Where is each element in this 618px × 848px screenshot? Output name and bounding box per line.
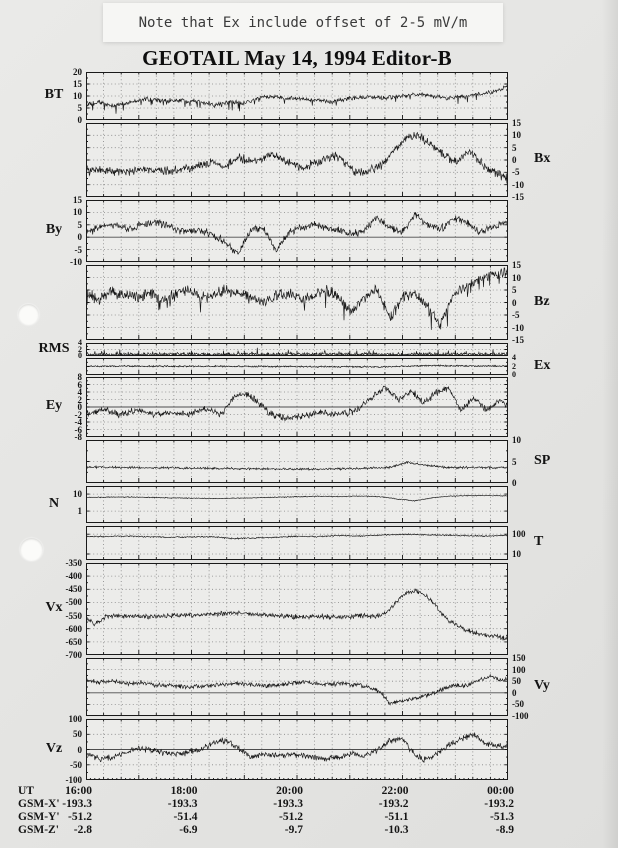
footer-value: -8.9	[495, 824, 514, 836]
tick-label-ey: 2	[77, 394, 82, 405]
footer-value: 20:00	[276, 785, 303, 797]
panel-ex	[86, 358, 508, 375]
panel-label-bz: Bz	[534, 293, 550, 309]
panel-by	[86, 200, 508, 262]
grid-lines	[86, 72, 508, 120]
tick-label-ey: 4	[77, 387, 82, 397]
panel-t	[86, 526, 508, 560]
panel-label-vz: Vz	[45, 740, 63, 756]
grid-lines	[86, 265, 508, 340]
footer-value: -10.3	[384, 824, 409, 836]
footer-value: 16:00	[65, 785, 92, 797]
panel-rms	[86, 343, 508, 356]
tick-label-vx: -700	[65, 650, 82, 660]
tick-label-bx: -15	[512, 192, 524, 202]
panel-frame	[87, 201, 508, 262]
ey-trace	[86, 386, 508, 421]
footer-value: -51.1	[384, 811, 409, 823]
panel-vy	[86, 658, 508, 716]
footer-row-label: GSM-X'	[18, 798, 60, 810]
tick-label-n: 10	[73, 489, 82, 500]
tick-label-bx: 5	[512, 142, 517, 153]
tick-label-vy: 150	[512, 653, 526, 663]
tick-label-bt: 0	[77, 115, 82, 125]
bt-trace	[86, 83, 508, 113]
tick-label-bx: 0	[512, 155, 517, 165]
tick-label-sp: 10	[512, 435, 521, 445]
tick-label-ex: 2	[512, 361, 516, 371]
tick-label-bx: -5	[512, 167, 520, 178]
t-trace	[86, 534, 508, 540]
panel-ey	[86, 377, 508, 437]
footer-value: -51.4	[173, 811, 198, 823]
page-title: GEOTAIL May 14, 1994 Editor-B	[142, 46, 452, 70]
tick-label-bx: 10	[512, 130, 521, 141]
panel-bz	[86, 265, 508, 340]
footer-value: -51.2	[68, 811, 92, 823]
tick-label-rms: 2	[78, 344, 82, 354]
footer-value: -6.9	[179, 824, 198, 836]
vy-trace	[86, 675, 508, 705]
tick-marks	[86, 200, 508, 262]
tick-label-vx: -400	[65, 571, 82, 582]
tick-label-ey: 6	[77, 379, 82, 390]
tick-label-vy: -50	[512, 699, 524, 710]
panel-label-rms: RMS	[38, 340, 70, 356]
footer-value: -2.8	[73, 824, 92, 836]
panel-vx	[86, 563, 508, 655]
tick-label-vz: 100	[68, 714, 82, 724]
footer-value: -193.3	[167, 798, 198, 810]
bx-trace	[86, 132, 508, 183]
tick-label-bx: -10	[512, 179, 524, 190]
n-trace	[86, 495, 508, 501]
tick-label-bt: 15	[73, 79, 82, 89]
tick-label-vx: -600	[65, 623, 82, 634]
tick-label-ey: 8	[77, 372, 82, 382]
panel-label-ey: Ey	[45, 398, 63, 413]
panel-label-by: By	[45, 222, 63, 237]
tick-label-by: -5	[74, 244, 82, 255]
tick-marks	[86, 563, 508, 655]
note-strip	[103, 3, 503, 42]
tick-label-sp: 5	[512, 456, 517, 467]
tick-label-bt: 10	[73, 91, 82, 101]
tick-label-ey: -6	[74, 424, 82, 435]
tick-label-rms: 0	[78, 351, 82, 360]
panel-label-bt: BT	[44, 87, 64, 102]
tick-label-ey: 0	[77, 402, 82, 412]
grid-lines	[86, 200, 508, 262]
footer-value: 18:00	[170, 785, 198, 797]
footer-value: -51.3	[490, 811, 514, 823]
tick-label-rms: 4	[78, 338, 82, 347]
footer-row-label: GSM-Y'	[18, 811, 60, 823]
tick-label-by: 5	[77, 219, 82, 230]
tick-label-bx: 15	[512, 118, 521, 128]
footer-value: -193.2	[484, 798, 514, 810]
footer-value: -193.3	[62, 798, 92, 810]
tick-label-vy: -100	[512, 711, 529, 721]
tick-label-vz: -50	[70, 759, 82, 770]
tick-label-vx: -550	[65, 610, 82, 621]
tick-label-ey: -2	[74, 409, 82, 420]
footer-value: 22:00	[381, 785, 409, 797]
tick-label-bz: 0	[512, 297, 517, 308]
tick-label-bz: 5	[512, 285, 517, 295]
panel-bt	[86, 72, 508, 120]
note-text: Note that Ex include offset of 2-5 mV/m	[138, 14, 468, 31]
panel-bx	[86, 123, 508, 197]
grid-lines	[86, 658, 508, 716]
tick-label-by: 15	[73, 195, 82, 205]
tick-label-bz: -15	[512, 335, 524, 345]
panel-n	[86, 486, 508, 523]
tick-label-vy: 0	[512, 687, 517, 698]
grid-lines	[86, 526, 508, 560]
tick-label-vx: -500	[65, 597, 82, 608]
tick-label-bz: 15	[512, 260, 521, 270]
tick-label-n: 1	[77, 506, 82, 517]
tick-label-vx: -650	[65, 636, 82, 647]
tick-label-bz: -10	[512, 322, 524, 333]
tick-label-ey: -8	[74, 432, 82, 442]
grid-lines	[86, 123, 508, 197]
footer-value: -9.7	[284, 824, 303, 836]
footer-value: 00:00	[487, 785, 514, 797]
tick-label-bt: 20	[73, 67, 82, 77]
tick-label-vz: 50	[73, 729, 82, 740]
panel-vz	[86, 719, 508, 780]
tick-label-by: 0	[77, 232, 82, 243]
tick-label-vy: 50	[512, 676, 521, 687]
footer-row-label: UT	[18, 785, 34, 797]
tick-label-bz: -5	[512, 310, 520, 320]
tick-label-ey: -4	[74, 417, 82, 427]
grid-lines	[86, 440, 508, 483]
vx-trace	[86, 589, 508, 641]
footer-value: -193.3	[273, 798, 303, 810]
tick-label-vy: 100	[512, 664, 526, 675]
bz-trace	[86, 268, 508, 330]
panel-label-vy: Vy	[534, 678, 550, 693]
panel-label-bx: Bx	[534, 151, 551, 166]
footer-value: -51.2	[279, 811, 303, 823]
tick-label-bt: 5	[77, 103, 82, 113]
panel-sp	[86, 440, 508, 483]
tick-label-vz: -100	[65, 775, 82, 785]
tick-label-vz: 0	[77, 744, 82, 755]
tick-label-by: -10	[70, 257, 82, 267]
tick-marks	[86, 72, 508, 120]
panel-label-ex: Ex	[534, 357, 551, 373]
grid-lines	[86, 486, 508, 523]
panel-label-sp: SP	[534, 452, 551, 468]
tick-label-bz: 10	[512, 272, 521, 283]
tick-label-t: 10	[512, 549, 521, 559]
panel-frame	[87, 527, 508, 560]
punch-hole-top	[18, 304, 39, 325]
panel-label-vx: Vx	[45, 600, 63, 615]
footer-value: -193.2	[378, 798, 409, 810]
tick-label-vx: -350	[65, 558, 82, 568]
tick-label-by: 10	[73, 207, 82, 218]
tick-label-sp: 0	[512, 478, 517, 488]
tick-label-vx: -450	[65, 584, 82, 595]
tick-label-t: 100	[512, 529, 526, 540]
grid-lines	[86, 563, 508, 655]
panel-frame	[87, 564, 508, 655]
footer-row-label: GSM-Z'	[18, 824, 59, 836]
panel-label-n: N	[48, 495, 60, 511]
tick-label-ex: 0	[512, 370, 516, 379]
paper-edge-shade	[602, 0, 618, 848]
panel-label-t: T	[534, 534, 544, 549]
tick-label-ex: 4	[512, 353, 516, 362]
